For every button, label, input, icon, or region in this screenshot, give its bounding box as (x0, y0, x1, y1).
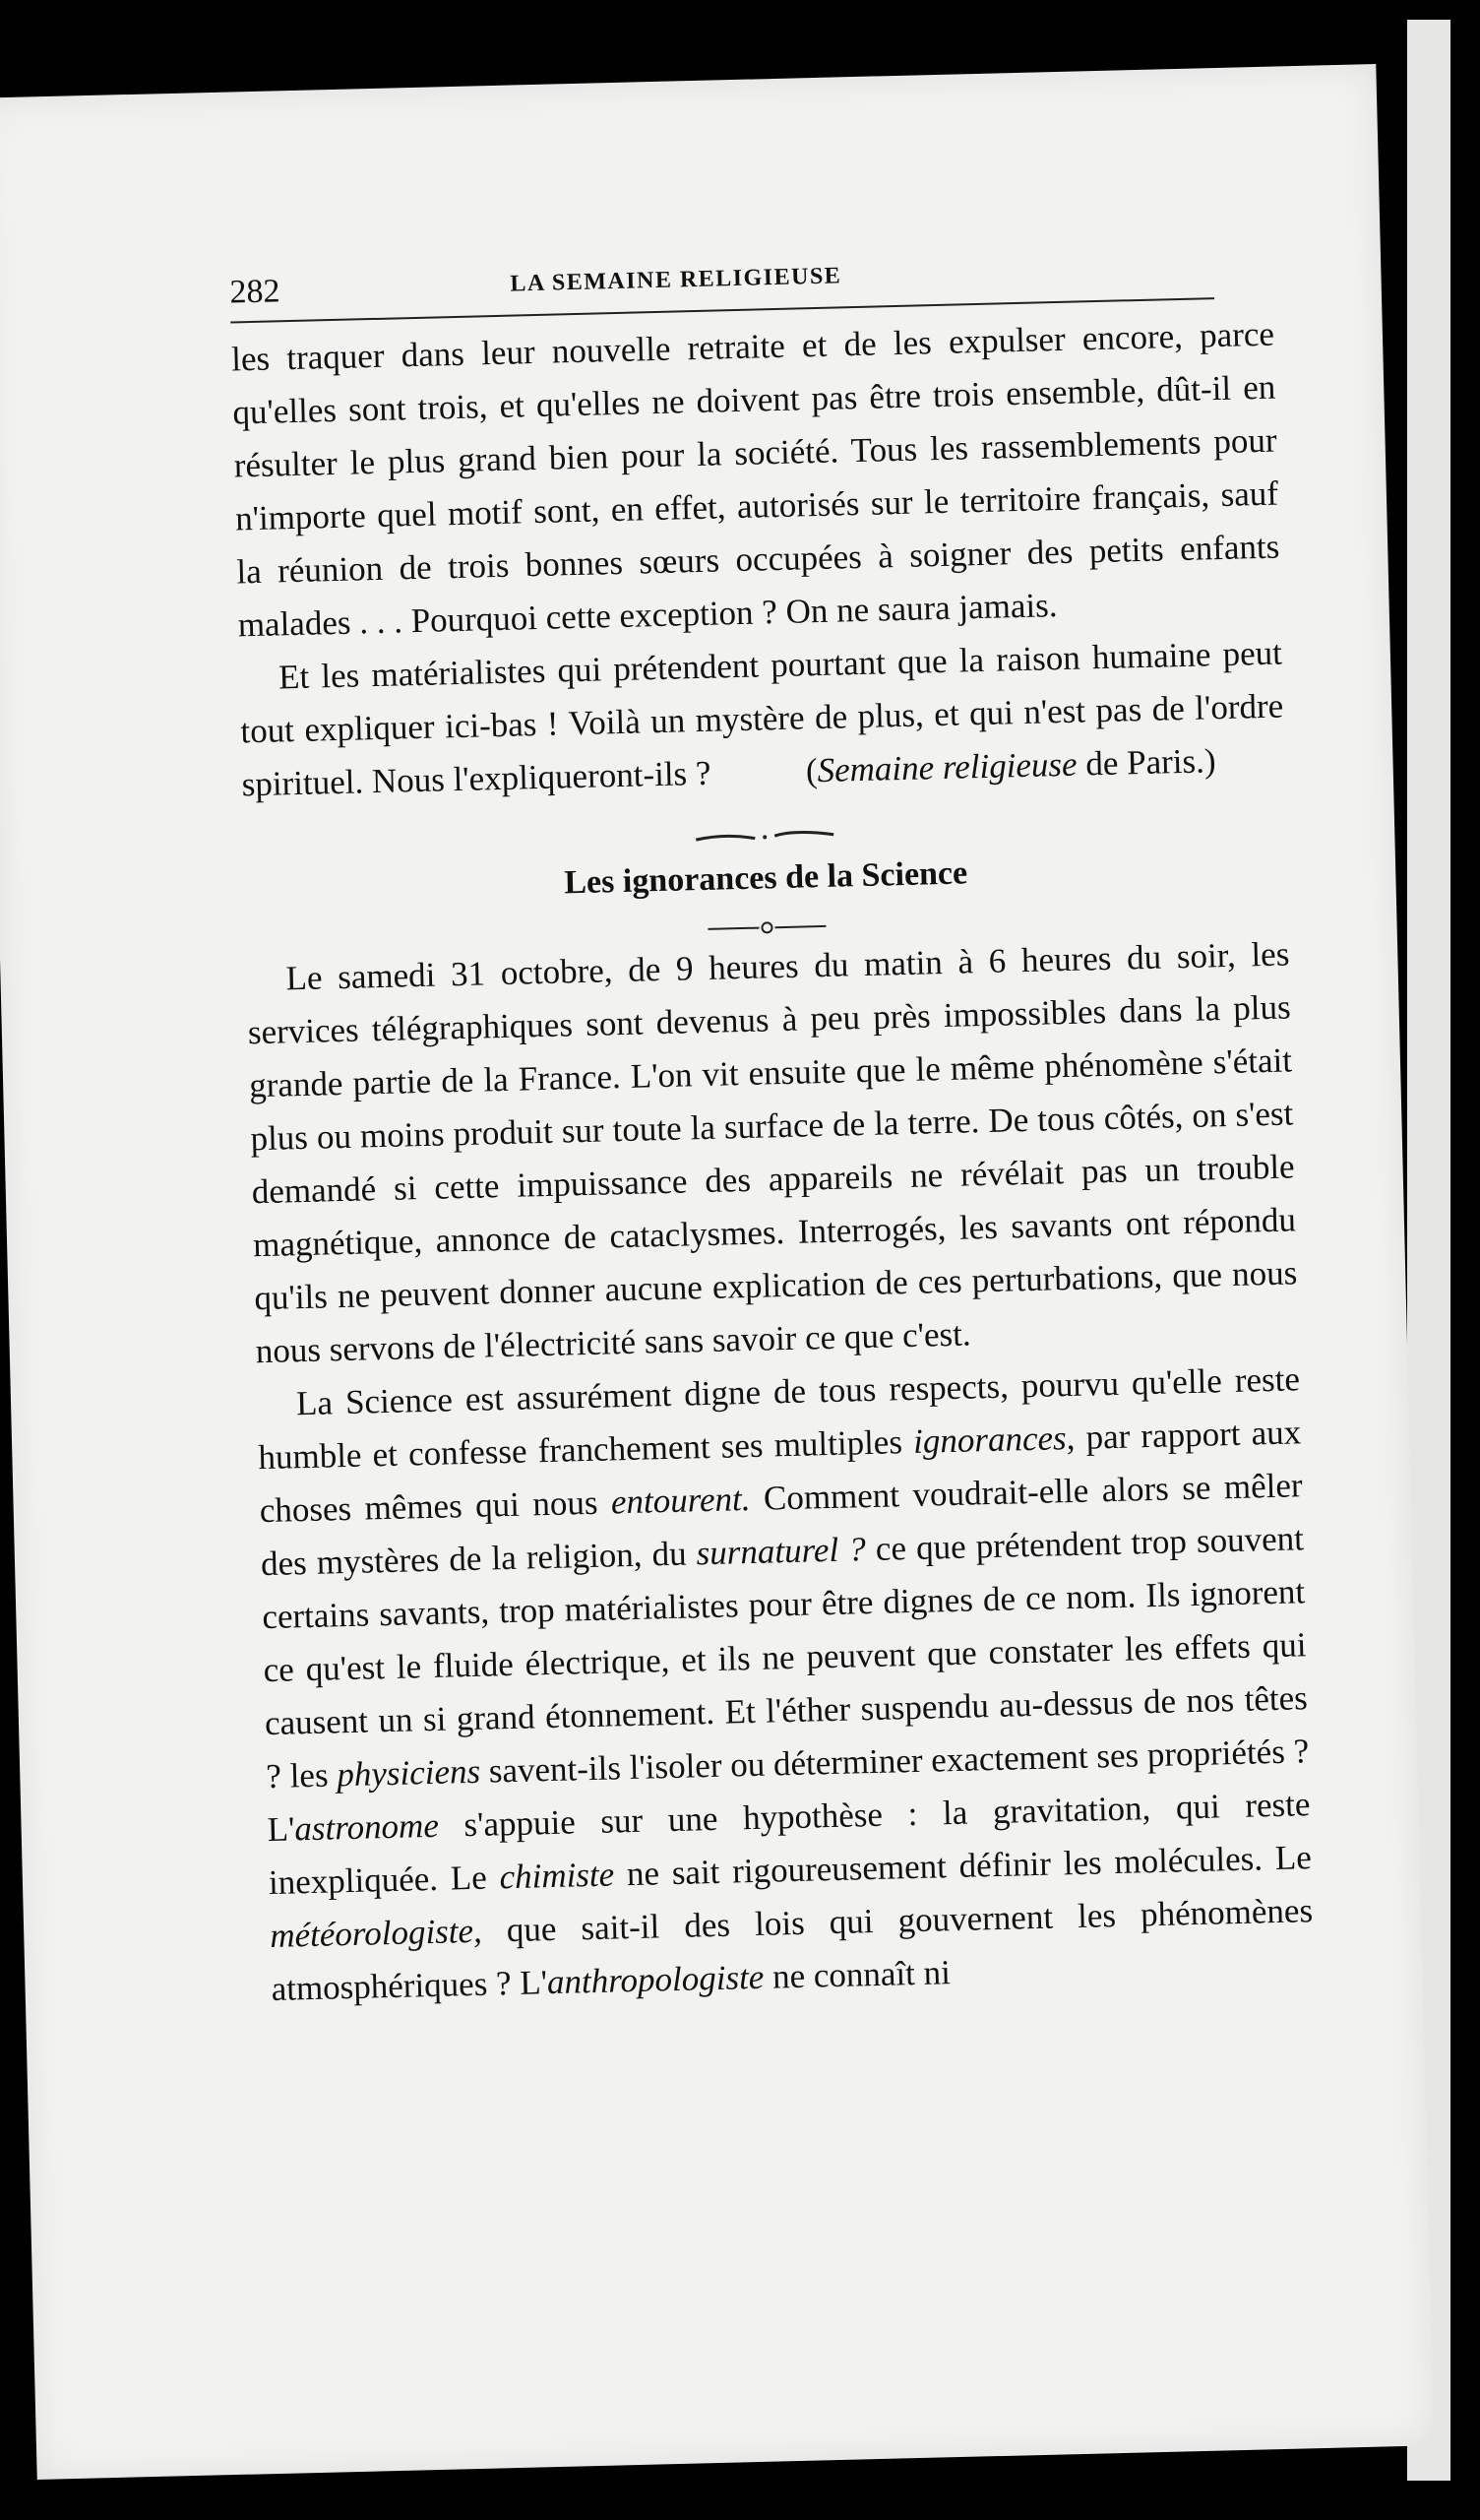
p4-i1: ignorances (912, 1418, 1068, 1461)
page-body (231, 308, 1315, 2016)
p4-i7: météorologiste, (269, 1911, 483, 1956)
page-header (229, 240, 1214, 323)
running-head: LA SEMAINE RELIGIEUSE (510, 263, 842, 297)
paragraph-telegraph (246, 927, 1299, 1378)
paragraph-1-text: les traquer dans leur nouvelle retraite et de les expulser encore, parce qu'elles sont trois, et qu'elles ne doivent pas être trois ensemble, dût-il en résulter le plus grand bien pour la société. Tous les rassemblements pour n'importe quel motif sont, en effet, autorisés sur le territoire français, sauf la réunion de trois bonnes sœurs occupées à soigner des petits enfants malades . . . Pourquoi cette exception ? On ne saura jamais. (230, 314, 1280, 645)
p4-i5: astronome (293, 1805, 440, 1849)
p4-i2: entourent. (610, 1479, 751, 1522)
source-open: ( (805, 751, 819, 790)
paragraph-continued (231, 308, 1282, 653)
p4-i3: surnaturel ? (696, 1530, 867, 1573)
section-title: Les ignorances de la Science (563, 854, 968, 902)
p4-s8: que sait-il des lois qui gouvernent les phénomènes atmosphériques ? L' (271, 1891, 1314, 2009)
p4-s6: s'appuie sur une hypothèse : la gravitation, qui reste inexpliquée. Le (268, 1785, 1311, 1903)
p4-i8: anthropologiste (546, 1957, 765, 2002)
p4-s4: ce que prétendent trop souvent certains savants, trop matérialistes pour être dignes de ce nom. Ils ignorent ce qu'est le fluide électrique, et ils ne peuvent que constater les effets qui causent un si grand étonnement. Et l'éther suspendu au-dessus de nos têtes ? les (261, 1519, 1309, 1796)
p4-i6: chimiste (499, 1855, 615, 1897)
source-italic: Semaine religieuse (817, 744, 1079, 790)
source-rest: de Paris.) (1077, 741, 1216, 784)
book-page (0, 64, 1434, 2480)
paragraph-2-text: Et les matérialistes qui prétendent pourtant que la raison humaine peut tout expliquer ici-bas ! Voilà un mystère de plus, et qui n'est pas de l'ordre spirituel. Nous l'expliqueront-ils ? (239, 633, 1284, 804)
p4-i4: physiciens (336, 1751, 481, 1795)
p4-s1: La Science est assurément digne de tous respects, pourvu qu'elle reste humble et confesse franchement ses multiples (257, 1359, 1301, 1478)
p4-s5: savent-ils l'isoler ou déterminer exactement ses propriétés ? L' (267, 1732, 1310, 1850)
p4-s7: ne sait rigoureusement définir les molécules. Le (613, 1838, 1313, 1894)
paragraph-science (257, 1353, 1316, 2016)
paragraph-3-text: Le samedi 31 octobre, de 9 heures du matin à 6 heures du soir, les services télégraphiques sont devenus à peu près impossibles dans la plus grande partie de la France. L'on vit ensuite que le même phénomène s'était plus ou moins produit sur toute la surface de la terre. De tous côtés, on s'est demandé si cette impuissance des appareils ne révélait pas un trouble magnétique, annonce de cataclysmes. Interrogés, les savants ont répondu qu'ils ne peuvent donner aucune explication de ces perturbations, que nous nous servons de l'électricité sans savoir ce que c'est. (247, 934, 1298, 1371)
page-number: 282 (229, 273, 280, 311)
p4-s2: , par rapport aux choses mêmes qui nous (259, 1413, 1302, 1531)
p4-s9: ne connaît ni (763, 1953, 952, 1996)
p4-s3: Comment voudrait-elle alors se mêler des mystères de la religion, du (260, 1466, 1303, 1584)
divider-flourish-icon (686, 822, 844, 850)
